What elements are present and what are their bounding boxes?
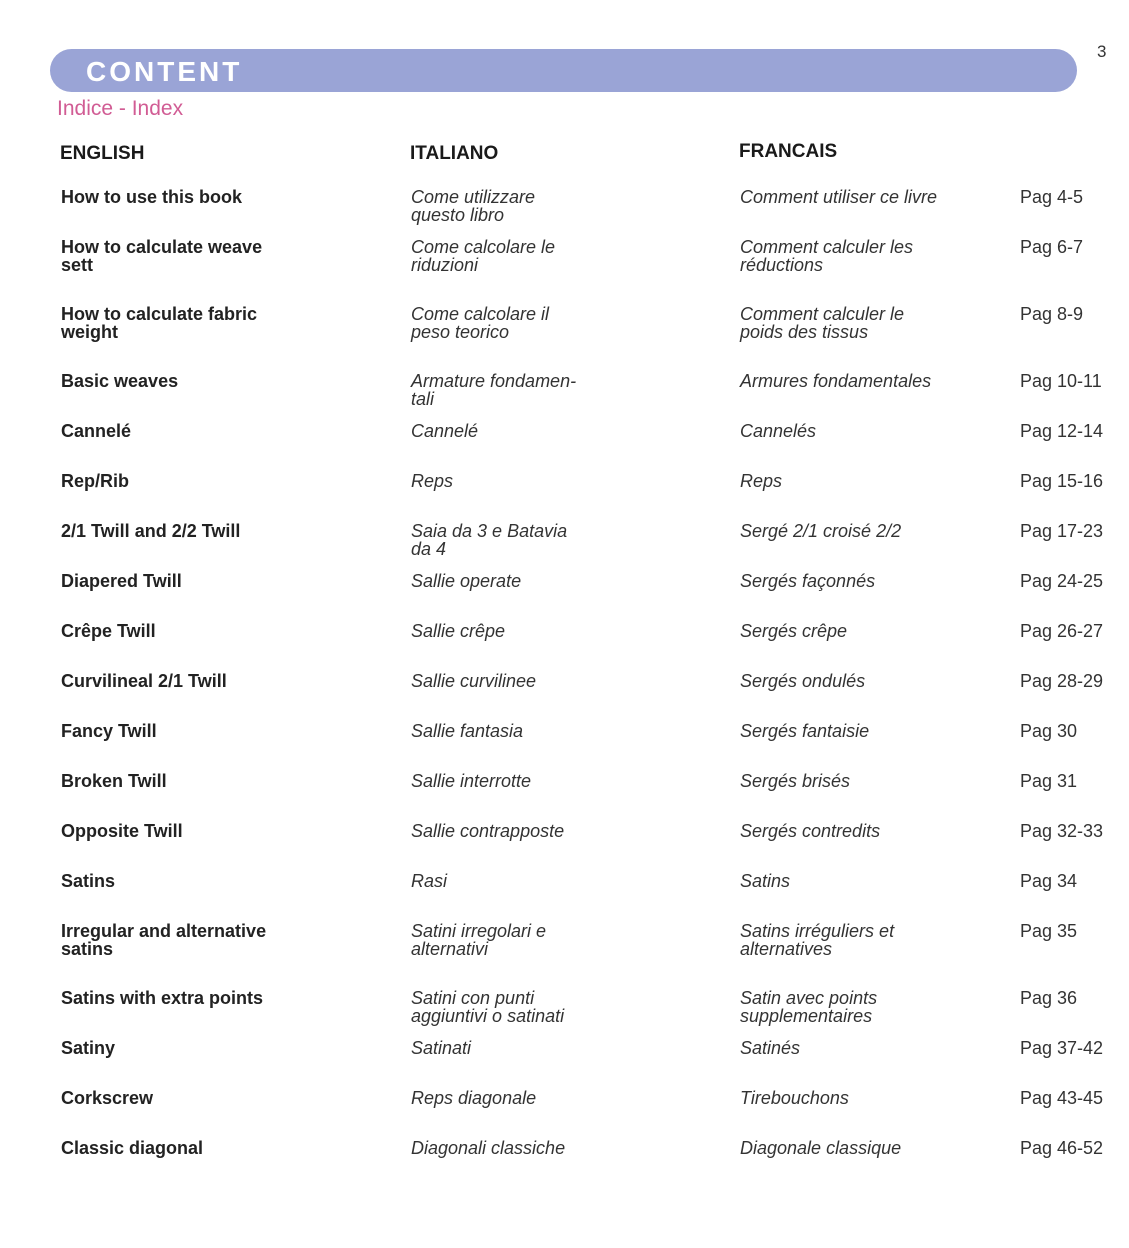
entry-italiano: Reps bbox=[411, 471, 454, 491]
entry-italiano: Satini irregolari e alternativi bbox=[411, 921, 547, 959]
index-subtitle: Indice - Index bbox=[57, 97, 184, 120]
entry-english: 2/1 Twill and 2/2 Twill bbox=[61, 521, 241, 541]
entry-francais: Diagonale classique bbox=[740, 1138, 902, 1158]
entry-page: Pag 10-11 bbox=[1020, 371, 1102, 391]
banner-title: CONTENT bbox=[86, 56, 243, 87]
entry-francais: Tirebouchons bbox=[740, 1088, 849, 1108]
entry-italiano: Armature fondamen- tali bbox=[411, 371, 577, 409]
entry-page: Pag 28-29 bbox=[1020, 671, 1104, 691]
entry-francais: Reps bbox=[740, 471, 783, 491]
entry-francais: Sergé 2/1 croisé 2/2 bbox=[740, 521, 902, 541]
entry-page: Pag 15-16 bbox=[1020, 471, 1104, 491]
entry-italiano: Come calcolare le riduzioni bbox=[411, 237, 556, 275]
entry-francais: Comment utiliser ce livre bbox=[740, 187, 938, 207]
entry-italiano: Cannelé bbox=[411, 421, 479, 441]
entry-page: Pag 31 bbox=[1020, 771, 1078, 791]
entry-francais: Sergés fantaisie bbox=[740, 721, 870, 741]
entry-francais: Comment calculer les réductions bbox=[740, 237, 914, 275]
entry-francais: Satins irréguliers et alternatives bbox=[740, 921, 895, 959]
header-francais: FRANCAIS bbox=[739, 141, 838, 162]
entry-page: Pag 8-9 bbox=[1020, 304, 1084, 324]
entry-italiano: Sallie curvilinee bbox=[411, 671, 537, 691]
entry-page: Pag 32-33 bbox=[1020, 821, 1104, 841]
content-banner bbox=[50, 49, 1077, 92]
entry-english: Corkscrew bbox=[61, 1088, 154, 1108]
entry-italiano: Sallie interrotte bbox=[411, 771, 532, 791]
entry-english: How to calculate weave sett bbox=[61, 237, 263, 275]
entry-page: Pag 34 bbox=[1020, 871, 1078, 891]
entry-page: Pag 36 bbox=[1020, 988, 1078, 1008]
entry-english: Rep/Rib bbox=[61, 471, 130, 491]
entry-english: Basic weaves bbox=[61, 371, 179, 391]
entry-francais: Satin avec points supplementaires bbox=[740, 988, 878, 1026]
entry-english: Diapered Twill bbox=[61, 571, 182, 591]
entry-english: How to use this book bbox=[61, 187, 243, 207]
entry-page: Pag 24-25 bbox=[1020, 571, 1104, 591]
entry-english: Fancy Twill bbox=[61, 721, 157, 741]
entry-english: Satins with extra points bbox=[61, 988, 264, 1008]
entry-francais: Satinés bbox=[740, 1038, 801, 1058]
entry-page: Pag 4-5 bbox=[1020, 187, 1084, 207]
entry-page: Pag 26-27 bbox=[1020, 621, 1104, 641]
entry-english: Curvilineal 2/1 Twill bbox=[61, 671, 227, 691]
entry-english: Satiny bbox=[61, 1038, 116, 1058]
entry-italiano: Saia da 3 e Batavia da 4 bbox=[411, 521, 568, 559]
page-number: 3 bbox=[1097, 42, 1107, 61]
entry-page: Pag 30 bbox=[1020, 721, 1078, 741]
entry-italiano: Come calcolare il peso teorico bbox=[411, 304, 550, 342]
entry-italiano: Rasi bbox=[411, 871, 448, 891]
entry-page: Pag 17-23 bbox=[1020, 521, 1104, 541]
entry-english: How to calculate fabric weight bbox=[61, 304, 258, 342]
entry-italiano: Sallie operate bbox=[411, 571, 522, 591]
entry-english: Classic diagonal bbox=[61, 1138, 204, 1158]
header-english: ENGLISH bbox=[60, 143, 145, 164]
entry-english: Broken Twill bbox=[61, 771, 167, 791]
entry-francais: Comment calculer le poids des tissus bbox=[740, 304, 905, 342]
entry-page: Pag 37-42 bbox=[1020, 1038, 1104, 1058]
entry-francais: Sergés crêpe bbox=[740, 621, 848, 641]
entry-english: Irregular and alternative satins bbox=[61, 921, 267, 959]
entry-page: Pag 46-52 bbox=[1020, 1138, 1104, 1158]
entry-english: Cannelé bbox=[61, 421, 132, 441]
entry-francais: Satins bbox=[740, 871, 791, 891]
entry-italiano: Satinati bbox=[411, 1038, 472, 1058]
entry-english: Opposite Twill bbox=[61, 821, 183, 841]
entry-italiano: Satini con punti aggiuntivi o satinati bbox=[411, 988, 565, 1026]
entry-page: Pag 43-45 bbox=[1020, 1088, 1104, 1108]
entry-italiano: Sallie fantasia bbox=[411, 721, 524, 741]
entry-francais: Armures fondamentales bbox=[740, 371, 932, 391]
entry-page: Pag 35 bbox=[1020, 921, 1078, 941]
entry-italiano: Diagonali classiche bbox=[411, 1138, 566, 1158]
entry-english: Crêpe Twill bbox=[61, 621, 156, 641]
entry-francais: Sergés brisés bbox=[740, 771, 851, 791]
entry-page: Pag 12-14 bbox=[1020, 421, 1104, 441]
entry-francais: Cannelés bbox=[740, 421, 817, 441]
entry-francais: Sergés contredits bbox=[740, 821, 881, 841]
entry-italiano: Sallie crêpe bbox=[411, 621, 506, 641]
entry-francais: Sergés ondulés bbox=[740, 671, 866, 691]
header-italiano: ITALIANO bbox=[410, 143, 499, 164]
entry-page: Pag 6-7 bbox=[1020, 237, 1084, 257]
entry-francais: Sergés façonnés bbox=[740, 571, 876, 591]
entry-english: Satins bbox=[61, 871, 116, 891]
entry-italiano: Reps diagonale bbox=[411, 1088, 537, 1108]
entry-italiano: Come utilizzare questo libro bbox=[411, 187, 536, 225]
entry-italiano: Sallie contrapposte bbox=[411, 821, 565, 841]
